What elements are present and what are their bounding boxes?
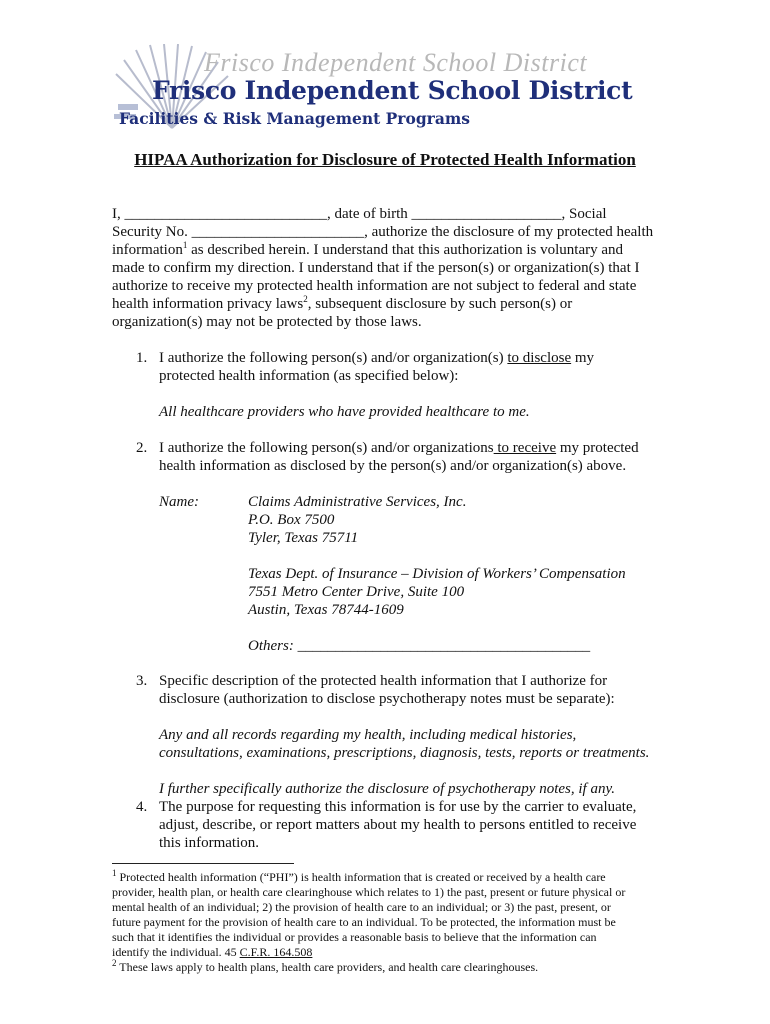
recipient-line: Texas Dept. of Insurance – Division of Workers’ Compensation — [248, 566, 626, 582]
item-text: this information. — [159, 835, 259, 851]
intro-paragraph — [112, 205, 672, 331]
intro-text: as described herein. I understand that this authorization is voluntary and — [187, 242, 624, 258]
item-text: health information as disclosed by the person(s) and/or organization(s) above. — [159, 458, 627, 474]
item-text: disclosure (authorization to disclose psychotherapy notes must be separate): — [159, 691, 615, 707]
intro-text: , subsequent disclosure by such person(s) or — [307, 296, 573, 312]
item-text: The purpose for requesting this information is for use by the carrier to evaluate, — [159, 799, 637, 815]
footnote-text: identify the individual. 45 — [112, 945, 240, 959]
footnote-line — [112, 870, 672, 885]
recipient-line: Tyler, Texas 75711 — [248, 530, 359, 546]
item-text: Specific description of the protected health information that I authorize for — [159, 673, 608, 689]
recipient-line: 7551 Metro Center Drive, Suite 100 — [248, 584, 465, 600]
intro-text: information — [112, 242, 183, 258]
item-text — [159, 349, 666, 367]
footnote-line: such that it identifies the individual or provides a reasonable basis to believe that the information can — [112, 930, 597, 944]
item-detail: consultations, examinations, prescriptions, diagnosis, tests, reports or treatments. — [159, 745, 650, 761]
page-title: HIPAA Authorization for Disclosure of Protected Health Information — [134, 150, 636, 169]
list-item-1 — [136, 349, 666, 421]
item-underlined-text: to receive — [493, 440, 557, 456]
program-name: Facilities & Risk Management Programs — [119, 109, 470, 128]
footnote-ref: 2 — [303, 294, 308, 304]
footnote-line — [112, 945, 672, 960]
district-watermark-text: Frisco Independent School District — [204, 48, 588, 77]
intro-text: health information privacy laws — [112, 296, 304, 312]
item-detail: I further specifically authorize the disclosure of psychotherapy notes, if any. — [159, 781, 616, 797]
item-text-part: I authorize the following person(s) and/or organizations — [159, 440, 494, 456]
item-text-part: my protected — [556, 440, 639, 456]
district-logo — [112, 44, 633, 134]
item-text-part: my — [571, 350, 595, 366]
footnote-marker: 1 — [112, 868, 117, 878]
footnote-line: mental health of an individual; 2) the provision of health care to an individual; or 3) the past, present, or — [112, 900, 611, 914]
item-detail: All healthcare providers who have provided healthcare to me. — [159, 404, 530, 420]
district-name: Frisco Independent School District — [152, 76, 633, 105]
item-number: 3. — [136, 673, 148, 689]
intro-line: organization(s) may not be protected by those laws. — [112, 314, 422, 330]
name-label: Name: — [159, 494, 199, 510]
footnote-line: future payment for the provision of health care to an individual. To be protected, the information must be — [112, 915, 616, 929]
intro-line: authorize to receive my protected health information are not subject to federal and state — [112, 278, 637, 294]
item-text-part: I authorize the following person(s) and/or organization(s) — [159, 350, 508, 366]
intro-line — [112, 241, 672, 259]
recipient-line: P.O. Box 7500 — [248, 512, 335, 528]
footnote-text: Protected health information (“PHI”) is health information that is created or received by a health care — [116, 870, 606, 884]
footnote-text: These laws apply to health plans, health care providers, and health care clearinghouses. — [116, 960, 539, 974]
item-underlined-text: to disclose — [507, 350, 572, 366]
item-number: 4. — [136, 799, 148, 815]
item-detail: Any and all records regarding my health, including medical histories, — [159, 727, 577, 743]
item-text — [159, 439, 666, 457]
others-field: Others: _______________________________________ — [248, 638, 591, 654]
cfr-citation: C.F.R. 164.508 — [239, 945, 313, 959]
footnote-line — [112, 960, 672, 975]
list-item-3 — [136, 672, 666, 798]
intro-line: Security No. _______________________, authorize the disclosure of my protected health — [112, 224, 654, 240]
footnote-marker: 2 — [112, 958, 117, 968]
footnote-line: provider, health plan, or health care clearinghouse which relates to 1) the past, present or future physical or — [112, 885, 626, 899]
item-text: protected health information (as specified below): — [159, 368, 459, 384]
item-text: adjust, describe, or report matters about my health to persons entitled to receive — [159, 817, 637, 833]
footnote-ref: 1 — [182, 240, 188, 250]
recipient-line: Austin, Texas 78744-1609 — [248, 602, 404, 618]
intro-line — [112, 295, 672, 313]
item-number: 1. — [136, 350, 148, 366]
intro-line: I, ___________________________, date of birth ____________________, Social — [112, 206, 607, 222]
footnotes — [112, 870, 672, 975]
list-item-2 — [136, 439, 666, 475]
footnote-divider — [112, 863, 294, 864]
list-item-4 — [136, 798, 666, 852]
item-number: 2. — [136, 440, 148, 456]
recipient-line: Claims Administrative Services, Inc. — [248, 494, 467, 510]
intro-line: made to confirm my direction. I understand that if the person(s) or organization(s) that I — [112, 260, 640, 276]
